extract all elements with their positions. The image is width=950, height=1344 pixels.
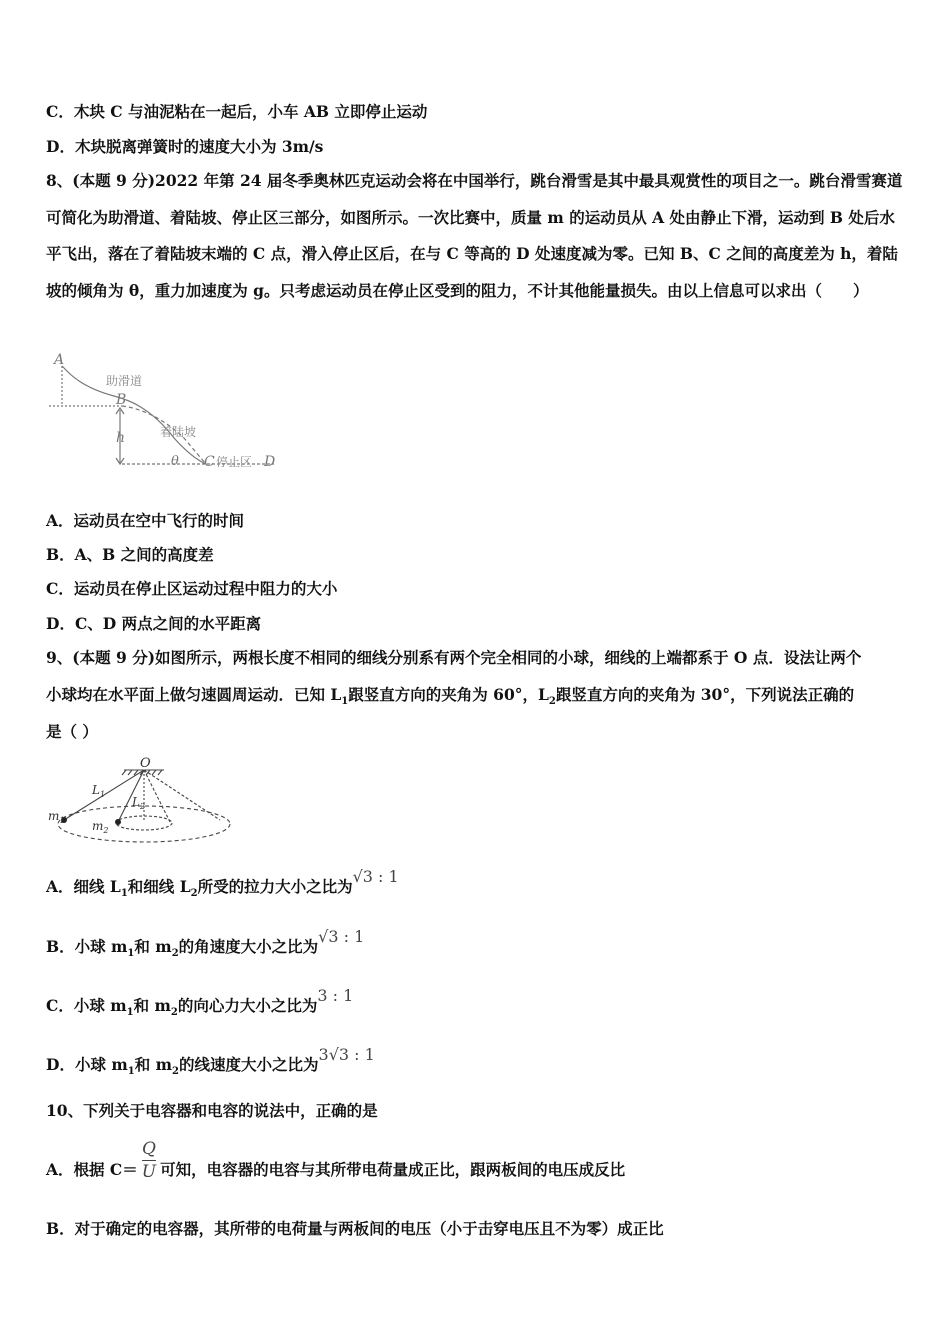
q9-option-a: A．细线 $L_1$和细线 $L_2$所受的拉力大小之比为√3 : 1	[46, 867, 399, 900]
label-m1: $m_1$	[48, 809, 65, 825]
label-a: A	[54, 352, 65, 368]
q9-stem-line-1: 9、(本题 9 分)如图所示，两根长度不相同的细线分别系有两个完全相同的小球，细线的上端都系于 O 点．设法让两个	[46, 648, 862, 667]
conical-pendulum-figure	[44, 756, 234, 852]
q8-option-b: B．A、B 之间的高度差	[46, 545, 214, 564]
label-d: D	[264, 454, 276, 470]
q7-option-d: D．木块脱离弹簧时的速度大小为 3m/s	[46, 137, 324, 156]
label-l1: $L_1$	[92, 783, 106, 799]
label-o: O	[140, 756, 151, 771]
q7-option-c: C．木块 C 与油泥粘在一起后，小车 AB 立即停止运动	[46, 102, 428, 121]
q10-option-a: A．根据 C＝ $\frac{Q}{U}$ 可知，电容器的电容与其所带电荷量成正比，跟两板间的电压成反比	[46, 1139, 626, 1182]
q9-option-d: D．小球 $m_1$和 $m_2$的线速度大小之比为3√3 : 1	[46, 1045, 375, 1078]
q9-option-b: B．小球 $m_1$和 $m_2$的角速度大小之比为√3 : 1	[46, 927, 365, 960]
q8-option-d: D．C、D 两点之间的水平距离	[46, 614, 262, 633]
q9-stem-line-3: 是（ ）	[46, 722, 98, 741]
ratio-math: √3 : 1	[318, 927, 365, 946]
label-m2: $m_2$	[92, 819, 109, 835]
q9-stem-line-2: 小球均在水平面上做匀速圆周运动．已知 $L_1$跟竖直方向的夹角为 60°，$L_2$跟竖直方向的夹角为 30°，下列说法正确的	[46, 685, 855, 708]
label-h: h	[116, 430, 126, 446]
label-stop-zone: 停止区	[216, 455, 253, 469]
label-runway: 助滑道	[106, 374, 143, 388]
q10-option-b: B．对于确定的电容器，其所带的电荷量与两板间的电压（小于击穿电压且不为零）成正比	[46, 1219, 664, 1238]
ratio-math: 3 : 1	[317, 986, 354, 1005]
label-b: B	[116, 392, 127, 408]
label-c: C	[204, 454, 215, 470]
q9-option-c: C．小球 $m_1$和 $m_2$的向心力大小之比为3 : 1	[46, 986, 354, 1019]
q8-option-a: A．运动员在空中飞行的时间	[46, 511, 245, 530]
ratio-math: √3 : 1	[352, 867, 399, 886]
label-theta: θ	[171, 454, 179, 469]
ski-jump-figure	[44, 348, 284, 473]
q8-stem: 8、(本题 9 分)2022 年第 24 届冬季奥林匹克运动会将在中国举行，跳台滑雪是其中最具观赏性的项目之一。跳台滑雪赛道可简化为助滑道、着陆坡、停止区三部分，如图所示。一次比赛中，质量 m 的运动员从 A 处由静止下滑，运动到 B 处后水平飞出，落在了着陆坡末端的 C 点，滑入停止区后，在与 C 等高的 D 处速度减为零。已知 B、C 之间的高度差为 h，着陆坡的倾角为 θ，重力加速度为 g。只考虑运动员在停止区受到的阻力，不计其他能量损失。由以上信息可以求出（ ）	[46, 171, 903, 300]
ratio-math: 3√3 : 1	[318, 1045, 375, 1064]
label-l2: $L_2$	[132, 795, 146, 811]
label-slope: 着陆坡	[160, 425, 197, 439]
q8-option-c: C．运动员在停止区运动过程中阻力的大小	[46, 579, 338, 598]
capacitance-fraction: $\frac{Q}{U}$	[141, 1139, 157, 1182]
q10-stem: 10、下列关于电容器和电容的说法中，正确的是	[46, 1101, 378, 1120]
